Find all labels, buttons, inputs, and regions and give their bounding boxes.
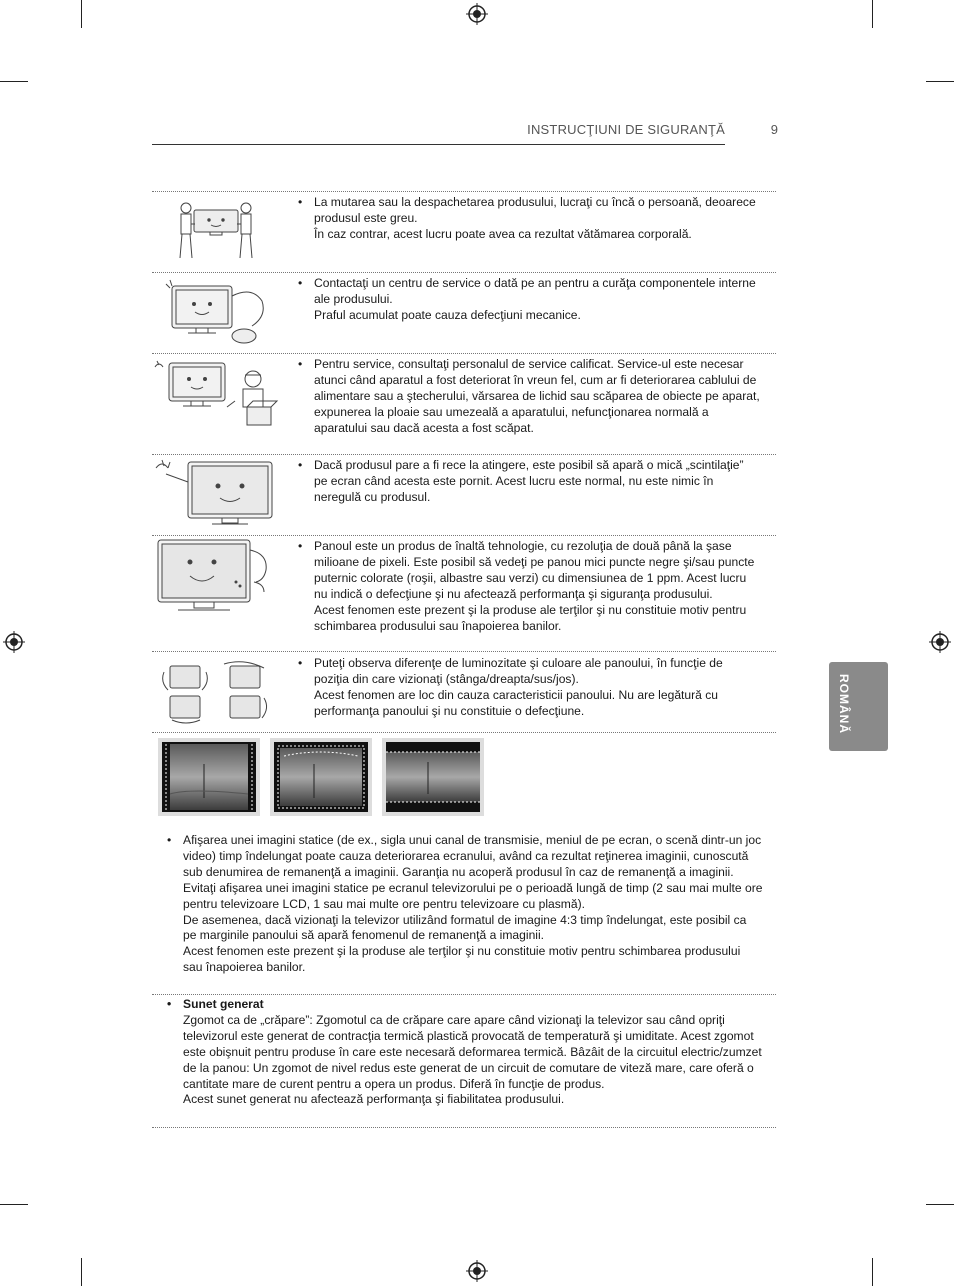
bullet-icon: •	[298, 195, 303, 209]
instruction-text: Acest fenomen are loc din cauza caracteristicii panoului. Nu are legătură cu performanţa panoului şi nu constituie o defecţiune.	[314, 687, 719, 718]
bullet-icon: •	[167, 997, 172, 1011]
crop-mark	[81, 0, 82, 28]
warning-text: Afişarea unei imagini statice (de ex., sigla unui canal de transmisie, meniul de pe ecran, o scenă dintr-un joc video) timp îndelungat poate cauza deteriorarea ecranului, având ca rezultat reţinerea imaginii, cunoscută sub denumirea de remanenţă a imaginii. Garanţia nu acoperă produsul în caz de remanenţă a imaginii.	[183, 833, 762, 879]
row-divider	[152, 272, 776, 273]
row-divider	[152, 535, 776, 536]
warning-text: Evitaţi afişarea unei imagini statice pe ecranul televizorului pe o perioadă lungă de timp (2 sau mai multe ore pentru televizoare LCD, 1 sau mai multe ore pentru televizoare cu plasmă).	[183, 880, 763, 911]
instruction-text: La mutarea sau la despachetarea produsului, lucraţi cu încă o persoană, deoarece produsul este greu.	[314, 195, 756, 225]
crop-mark	[926, 1204, 954, 1205]
sound-text: Zgomot ca de „crăpare”: Zgomotul ca de crăpare care apare când vizionaţi la televizor sau când opriţi televizorul este generat de contracţia termică plastică provocată de temperatură şi umiditate. Acest zgomot este obişnuit pentru produse în care este necesară deformarea termică. Bâzâit de la circuitul electric/zumzet de la panou: Un zgomot de nivel redus este generat de un circuit de comutare de viteză mare, care oferă o cantitate mare de curent pentru a opera un produs. Diferă în funcţie de produs.	[183, 1012, 762, 1091]
instruction-text: În caz contrar, acest lucru poate avea ca rezultat vătămarea corporală.	[314, 226, 692, 241]
row-divider	[152, 454, 776, 455]
registration-mark-icon	[929, 631, 951, 653]
crop-mark	[926, 81, 954, 82]
bullet-icon: •	[298, 458, 303, 472]
image-retention-example	[270, 738, 372, 816]
image-retention-example	[382, 738, 484, 816]
safety-instruction	[298, 656, 760, 720]
safety-instruction	[298, 276, 760, 324]
viewing-angle-icon	[160, 660, 272, 724]
crop-mark	[872, 0, 873, 28]
safety-instruction	[298, 357, 760, 437]
row-divider	[152, 1127, 776, 1128]
registration-mark-icon	[3, 631, 25, 653]
bullet-icon: •	[298, 276, 303, 290]
registration-mark-icon	[466, 3, 488, 25]
bullet-icon: •	[298, 357, 303, 371]
instruction-text: Dacă produsul pare a fi rece la atingere, este posibil să apară o mică „scintilaţie” pe ecran când acesta este pornit. Acest lucru este normal, nu este nimic în neregulă cu produsul.	[314, 458, 744, 504]
crop-mark	[872, 1258, 873, 1286]
section-heading: Sunet generat	[183, 997, 264, 1011]
sound-text: Acest sunet generat nu afectează performanţa şi fiabilitatea produsului.	[183, 1092, 565, 1107]
safety-instruction	[298, 539, 760, 634]
two-people-carrying-tv-icon	[176, 198, 256, 264]
warning-text: Acest fenomen este prezent şi la produse ale terţilor şi nu constituie motiv pentru schimbarea produsului sau înapoierea banilor.	[183, 944, 741, 975]
row-divider	[152, 191, 776, 192]
generated-sound-section	[167, 997, 763, 1108]
instruction-text: Contactaţi un centru de service o dată pe an pentru a curăţa componentele interne ale produsului.	[314, 276, 756, 306]
language-tab-label: ROMÂNĂ	[837, 674, 851, 734]
section-title: INSTRUCŢIUNI DE SIGURANŢĂ	[527, 122, 725, 137]
language-tab	[829, 662, 888, 751]
tv-scintillation-icon	[152, 458, 277, 530]
crop-mark	[81, 1258, 82, 1286]
instruction-text: Pentru service, consultaţi personalul de service calificat. Service-ul este necesar atunci când aparatul a fost deteriorat în vreun fel, cum ar fi deteriorarea cablului de alimentare sau a ştecherului, vărsarea de lichid sau scăparea de obiecte pe aparat, expunerea la ploaie sau umezeală a aparatului, nefuncţionarea normală a aparatului sau dacă acesta a fost scăpat.	[314, 357, 760, 435]
safety-instruction	[298, 195, 760, 243]
page-number: 9	[770, 122, 778, 137]
image-retention-warning	[167, 833, 763, 976]
instruction-text: Panoul este un produs de înaltă tehnologie, cu rezoluţia de două până la şase milioane de pixeli. Este posibil să vedeţi pe panou mici puncte negre şi/sau puncte puternic colorate (roşii, albastre sau verzi) cu dimensiunea de 1 ppm. Acest lucru nu indică o defecţiune şi nu afectează performanţa şi siguranţa produsului.	[314, 539, 755, 601]
bullet-icon: •	[167, 833, 172, 847]
bullet-icon: •	[298, 656, 303, 670]
safety-instruction	[298, 458, 760, 506]
instruction-text: Puteţi observa diferenţe de luminozitate şi culoare ale panoului, în funcţie de poziţia din care vizionaţi (stânga/dreapta/sus/jos).	[314, 656, 723, 686]
row-divider	[152, 732, 776, 733]
bullet-icon: •	[298, 539, 303, 553]
header-rule	[152, 144, 725, 145]
service-technician-icon	[151, 357, 281, 431]
warning-text: De asemenea, dacă vizionaţi la televizor utilizând formatul de imagine 4:3 timp îndelungat, este posibil ca pe marginile panoului să apară fenomenul de remanenţă a imaginii.	[183, 912, 747, 943]
tv-cleaning-vacuum-icon	[162, 276, 272, 348]
crop-mark	[0, 81, 28, 82]
row-divider	[152, 353, 776, 354]
instruction-text: Acest fenomen este prezent şi la produse ale terţilor şi nu constituie motiv pentru schimbarea produsului sau înapoierea banilor.	[314, 602, 747, 633]
row-divider	[152, 651, 776, 652]
crop-mark	[0, 1204, 28, 1205]
image-retention-example	[158, 738, 260, 816]
instruction-text: Praful acumulat poate cauza defecţiuni mecanice.	[314, 307, 581, 322]
registration-mark-icon	[466, 1260, 488, 1282]
row-divider	[152, 994, 776, 995]
tv-panel-pixels-icon	[156, 538, 276, 616]
